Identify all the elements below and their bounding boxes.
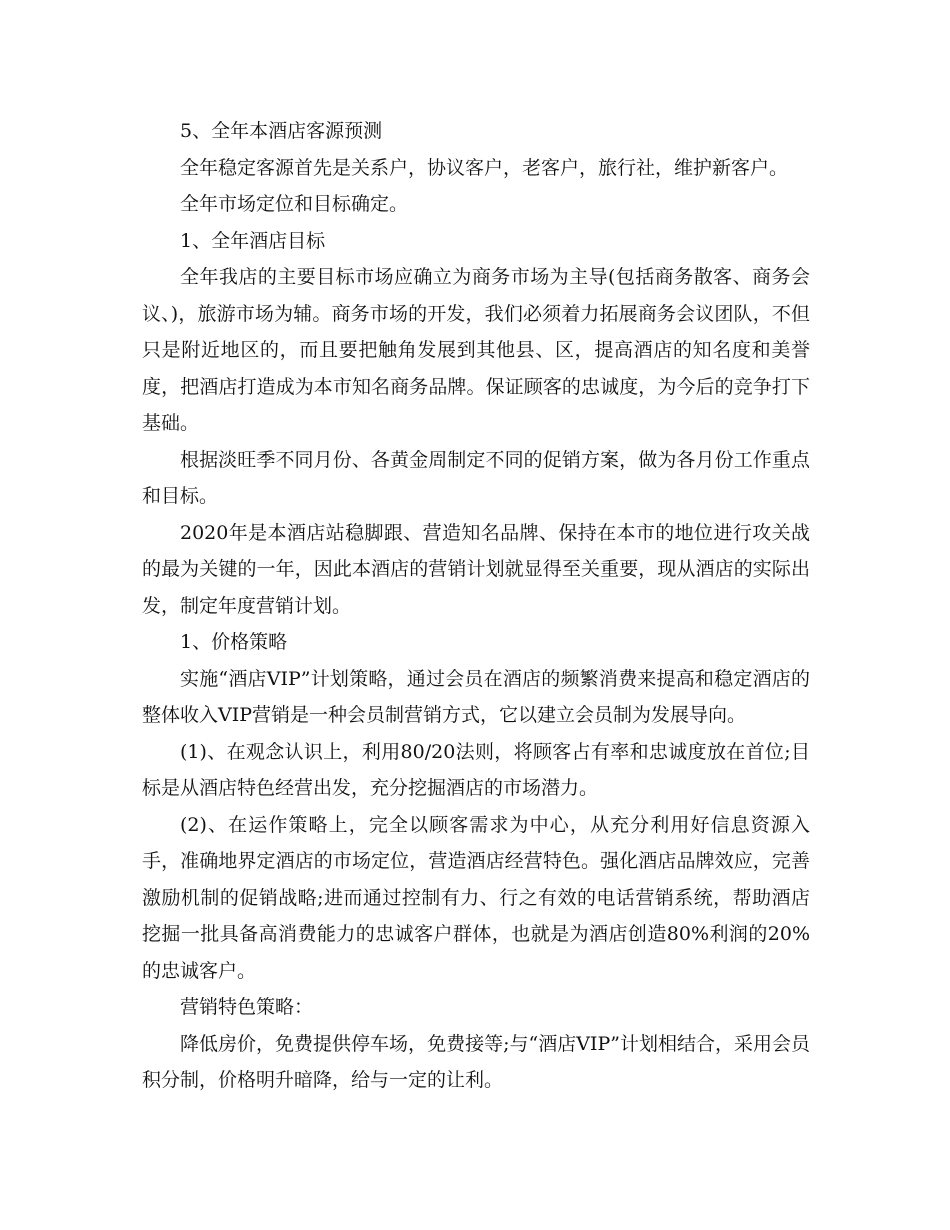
paragraph-market-positioning: 全年市场定位和目标确定。 bbox=[180, 193, 409, 215]
paragraph-price-reduction: 降低房价，免费提供停车场，免费接等;与“酒店VIP”计划相结合，采用会员积分制，价格明升暗降，给与一定的让利。 bbox=[142, 1032, 810, 1091]
heading-annual-goal: 1、全年酒店目标 bbox=[180, 229, 326, 252]
paragraph-key-year: 2020年是本酒店站稳脚跟、营造知名品牌、保持在本市的地位进行攻关战的最为关键的一年，因此本酒店的营销计划就显得至关重要，现从酒店的实际出发，制定年度营销计划。 bbox=[142, 521, 810, 617]
paragraph-seasonal-promotion: 根据淡旺季不同月份、各黄金周制定不同的促销方案，做为各月份工作重点和目标。 bbox=[142, 448, 810, 507]
paragraph-vip-plan: 实施“酒店VIP”计划策略，通过会员在酒店的频繁消费来提高和稳定酒店的整体收入VIP营销是一种会员制营销方式，它以建立会员制为发展导向。 bbox=[142, 667, 810, 726]
document-body bbox=[142, 113, 810, 1099]
heading-marketing-features: 营销特色策略： bbox=[180, 996, 314, 1018]
paragraph-target-market: 全年我店的主要目标市场应确立为商务市场为主导(包括商务散客、商务会议、)，旅游市场为辅。商务市场的开发，我们必须着力拓展商务会议团队，不但只是附近地区的，而且要把触角发展到其他县、区，提高酒店的知名度和美誉度，把酒店打造成为本市知名商务品牌。保证顾客的忠诚度，为今后的竞争打下基础。 bbox=[142, 266, 810, 434]
heading-customer-forecast: 5、全年本酒店客源预测 bbox=[180, 120, 383, 142]
heading-price-strategy: 1、价格策略 bbox=[180, 631, 288, 653]
paragraph-concept: (1)、在观念认识上，利用80/20法则，将顾客占有率和忠诚度放在首位;目标是从酒店特色经营出发，充分挖掘酒店的市场潜力。 bbox=[142, 740, 810, 799]
paragraph-operation-strategy: (2)、在运作策略上，完全以顾客需求为中心，从充分利用好信息资源入手，准确地界定酒店的市场定位，营造酒店经营特色。强化酒店品牌效应，完善激励机制的促销战略;进而通过控制有力、行之有效的电话营销系统，帮助酒店挖掘一批具备高消费能力的忠诚客户群体，也就是为酒店创造80%利润的20%的忠诚客户。 bbox=[142, 813, 810, 982]
paragraph-stable-customers: 全年稳定客源首先是关系户，协议客户，老客户，旅行社，维护新客户。 bbox=[180, 156, 789, 179]
